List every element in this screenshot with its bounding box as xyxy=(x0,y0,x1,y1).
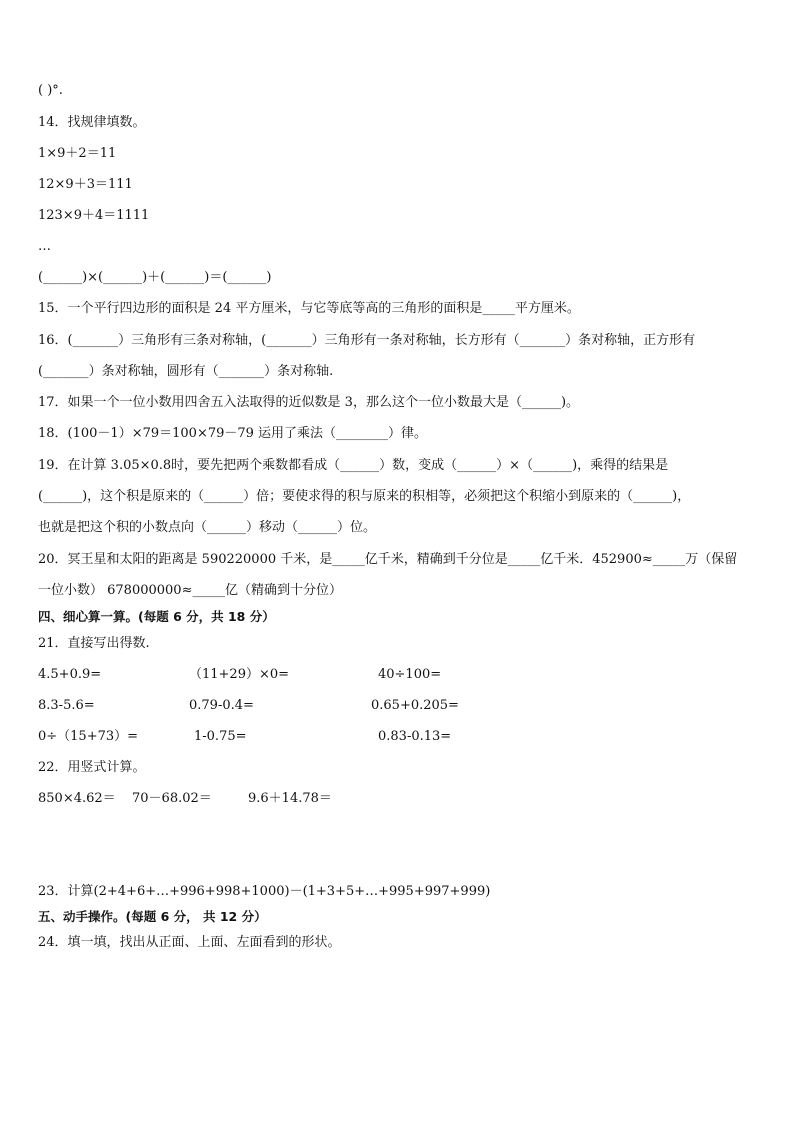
pattern-ellipsis: … xyxy=(38,239,51,254)
q22-item: 850×4.62＝ xyxy=(38,791,116,806)
q21-item: 0.79-0.4= xyxy=(189,698,254,713)
section-4-heading: 四、细心算一算。(每题 6 分，共 18 分） xyxy=(38,609,275,624)
q21-item: 8.3-5.6= xyxy=(38,698,95,713)
question-15: 15．一个平行四边形的面积是 24 平方厘米，与它等底等高的三角形的面积是_____平方厘米。 xyxy=(38,301,580,316)
question-14: 14．找规律填数。 xyxy=(38,115,146,130)
section-5-heading: 五、动手操作。(每题 6 分， 共 12 分） xyxy=(38,909,267,924)
question-21: 21．直接写出得数. xyxy=(38,636,150,651)
q21-item: 0.65+0.205= xyxy=(371,698,459,713)
answer-blank-line: ( )°. xyxy=(38,83,63,98)
pattern-line-2: 12×9＋3＝111 xyxy=(38,177,133,192)
question-16-line-1: 16．(_______）三角形有三条对称轴，(_______）三角形有一条对称轴，长方形有（_______）条对称轴，正方形有 xyxy=(38,333,696,348)
q21-item: 4.5+0.9= xyxy=(38,667,102,682)
q21-item: 40÷100= xyxy=(378,667,442,682)
q21-item: 0÷（15+73）= xyxy=(38,729,139,744)
q21-item: 0.83-0.13= xyxy=(378,729,452,744)
q22-item: 70－68.02＝ xyxy=(132,791,212,806)
q21-item: 1-0.75= xyxy=(194,729,247,744)
question-19-line-3: 也就是把这个积的小数点向（______）移动（______）位。 xyxy=(38,520,377,535)
q21-item: （11+29）×0= xyxy=(189,667,290,682)
question-23: 23．计算(2+4+6+…+996+998+1000)－(1+3+5+…+995+997+999) xyxy=(38,884,491,899)
question-20-line-2: 一位小数） 678000000≈_____亿（精确到十分位） xyxy=(38,583,342,598)
pattern-line-3: 123×9＋4＝1111 xyxy=(38,208,150,223)
pattern-fill-blanks: (______)×(______)＋(______)＝(______) xyxy=(38,270,272,285)
question-22: 22．用竖式计算。 xyxy=(38,760,146,775)
question-19-line-2: (______)，这个积是原来的（______）倍；要使求得的积与原来的积相等，必须把这个积缩小到原来的（______)， xyxy=(38,489,691,504)
pattern-line-1: 1×9＋2＝11 xyxy=(38,146,117,161)
question-16-line-2: (_______）条对称轴，圆形有（_______）条对称轴. xyxy=(38,364,334,379)
question-18: 18．(100－1）×79＝100×79－79 运用了乘法（________）律。 xyxy=(38,426,428,441)
question-24: 24．填一填，找出从正面、上面、左面看到的形状。 xyxy=(38,935,341,950)
q22-item: 9.6＋14.78＝ xyxy=(248,791,332,806)
question-17: 17．如果一个一位小数用四舍五入法取得的近似数是 3，那么这个一位小数最大是（______)。 xyxy=(38,395,580,410)
question-19-line-1: 19．在计算 3.05×0.8时，要先把两个乘数都看成（______）数，变成（______）×（______)，乘得的结果是 xyxy=(38,458,669,473)
question-20-line-1: 20．冥王星和太阳的距离是 590220000 千米，是_____亿千米，精确到千分位是_____亿千米．452900≈_____万（保留 xyxy=(38,552,738,567)
